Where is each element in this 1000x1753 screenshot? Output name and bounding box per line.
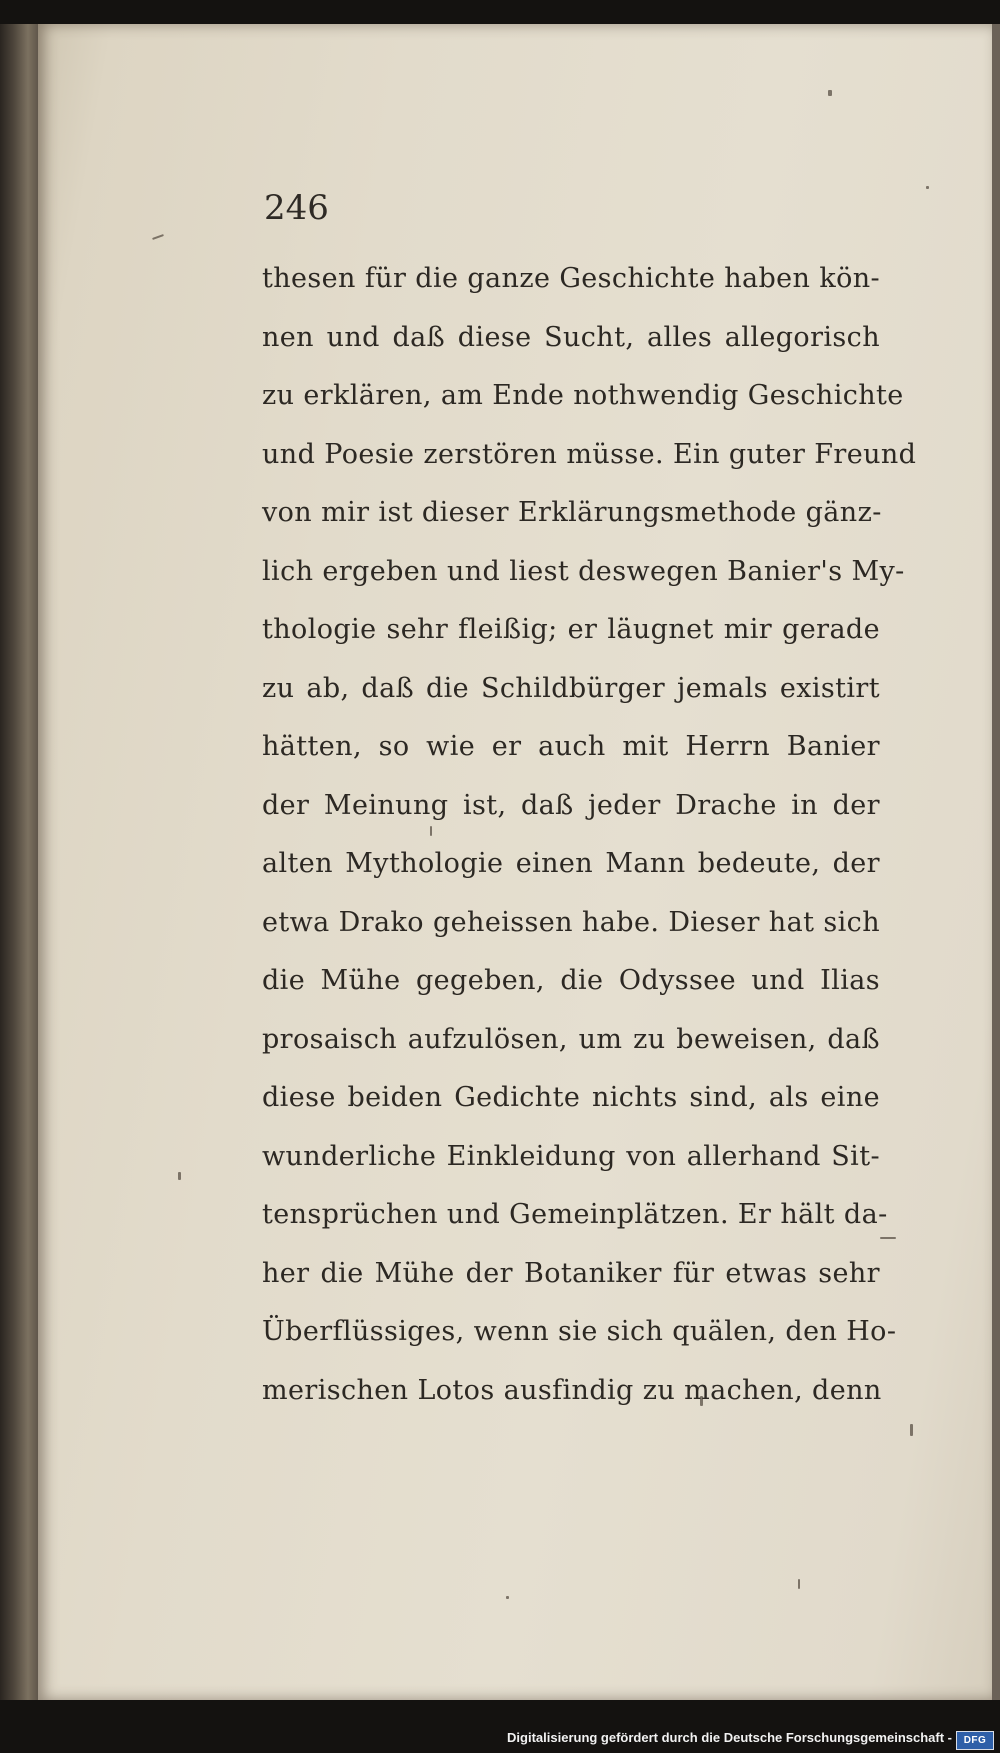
text-line: wunderliche Einkleidung von allerhand Sit- — [262, 1140, 880, 1172]
funding-credit: Digitalisierung gefördert durch die Deutsche Forschungsgemeinschaft - — [507, 1730, 952, 1745]
paper-speck — [798, 1579, 800, 1589]
text-line: der Meinung ist, daß jeder Drache in der — [262, 789, 880, 821]
text-line: alten Mythologie einen Mann bedeute, der — [262, 848, 880, 879]
book-spine-edge — [0, 24, 40, 1700]
scanner-right-edge — [992, 24, 1000, 1700]
body-text — [262, 250, 917, 1420]
text-line: diese beiden Gedichte nichts sind, als eine — [262, 1082, 880, 1113]
text-line: thesen für die ganze Geschichte haben kön- — [262, 263, 881, 294]
text-line: lich ergeben und liest deswegen Banier's My- — [262, 555, 905, 587]
text-line: etwa Drako geheissen habe. Dieser hat sich — [262, 906, 880, 938]
text-line: merischen Lotos ausfindig zu machen, denn — [262, 1374, 882, 1406]
text-line: Überflüssiges, wenn sie sich quälen, den Ho- — [262, 1316, 897, 1347]
text-line: hätten, so wie er auch mit Herrn Banier — [262, 731, 880, 762]
paper-speck — [910, 1424, 913, 1436]
paper-speck — [926, 186, 929, 189]
dfg-logo-icon: DFG — [956, 1731, 994, 1750]
text-line: zu erklären, am Ende nothwendig Geschichte — [262, 380, 904, 411]
text-line: thologie sehr fleißig; er läugnet mir gerade — [262, 614, 880, 645]
text-line: her die Mühe der Botaniker für etwas sehr — [262, 1257, 880, 1289]
text-line: zu ab, daß die Schildbürger jemals existirt — [262, 672, 880, 704]
paper-speck — [880, 1237, 896, 1239]
text-line: prosaisch aufzulösen, um zu beweisen, daß — [262, 1023, 880, 1055]
text-line: nen und daß diese Sucht, alles allegorisch — [262, 321, 880, 353]
paper-speck — [152, 234, 164, 240]
text-line: und Poesie zerstören müsse. Ein guter Freund — [262, 438, 917, 470]
text-line: die Mühe gegeben, die Odyssee und Ilias — [262, 965, 880, 996]
paper-speck — [506, 1596, 509, 1599]
paper-speck — [178, 1172, 181, 1180]
paper-speck — [828, 90, 832, 96]
text-line: tensprüchen und Gemeinplätzen. Er hält da- — [262, 1199, 888, 1230]
page-number: 246 — [264, 188, 329, 228]
footer-bar — [0, 1728, 1000, 1753]
text-line: von mir ist dieser Erklärungsmethode gänz- — [262, 497, 882, 528]
